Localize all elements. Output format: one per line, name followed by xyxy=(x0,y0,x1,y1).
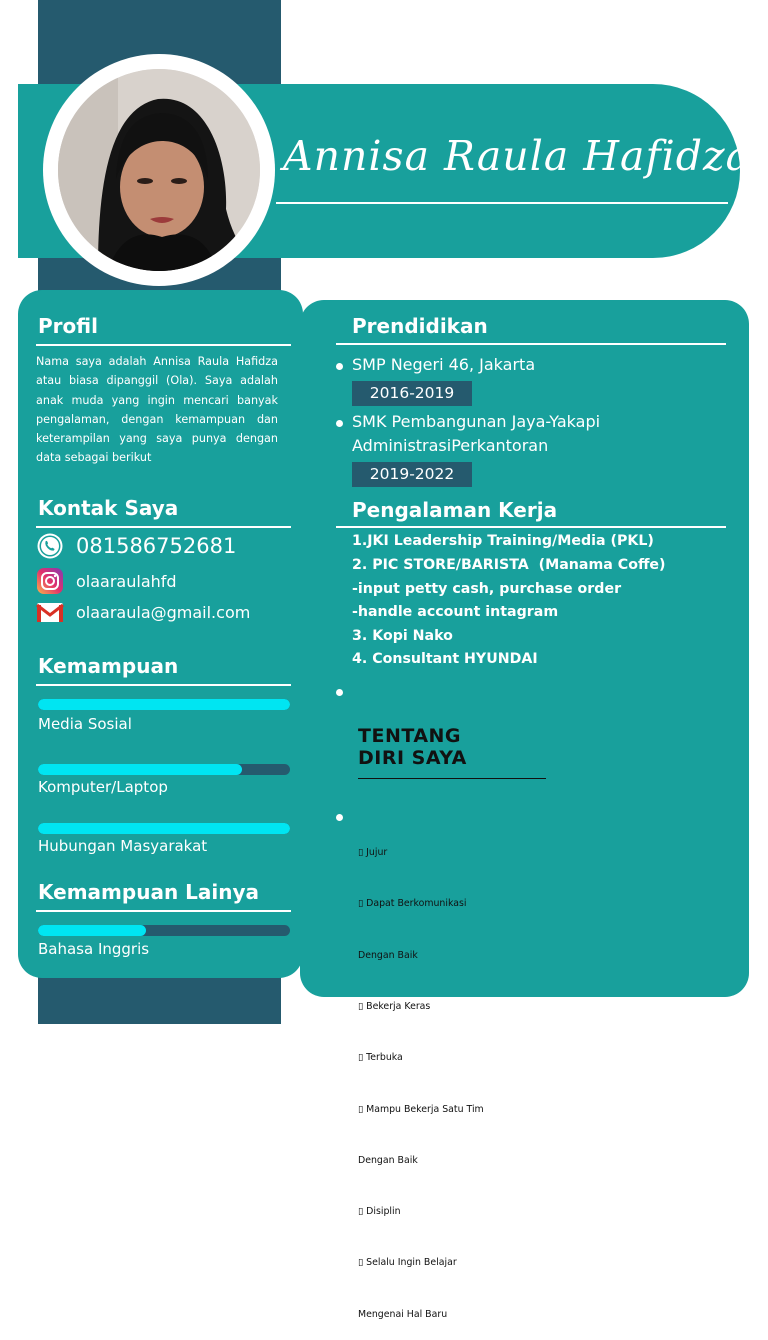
skill-bar-komputer xyxy=(38,764,290,775)
bullet-dot xyxy=(336,363,343,370)
experience-line-1: 1.JKI Leadership Training/Media (PKL) xyxy=(352,533,654,549)
profile-photo xyxy=(58,69,260,271)
profile-heading: Profil xyxy=(38,314,98,338)
trait-item: ▯ Terbuka xyxy=(358,1052,403,1064)
trait-item: ▯ Selalu Ingin Belajar xyxy=(358,1257,457,1269)
skill-bar-fill xyxy=(38,764,242,775)
about-title-line-1: TENTANG xyxy=(358,725,462,747)
skill-bar-fill xyxy=(38,699,290,710)
skill-label-media-sosial: Media Sosial xyxy=(38,715,132,733)
trait-item: Dengan Baik xyxy=(358,949,418,961)
education-major-2: AdministrasiPerkantoran xyxy=(352,436,549,455)
instagram-handle[interactable]: olaaraulahfd xyxy=(76,571,177,591)
experience-line-3: -input petty cash, purchase order xyxy=(352,581,622,597)
instagram-icon xyxy=(36,567,64,595)
skills-rule xyxy=(36,684,291,686)
skill-label-hubungan-masyarakat: Hubungan Masyarakat xyxy=(38,837,208,855)
traits-list xyxy=(358,810,484,1340)
skill-bar-media-sosial xyxy=(38,699,290,710)
gmail-icon xyxy=(36,598,64,626)
email-address[interactable]: olaaraula@gmail.com xyxy=(76,602,251,622)
phone-number[interactable]: 081586752681 xyxy=(76,534,237,558)
trait-item: ▯ Bekerja Keras xyxy=(358,1001,431,1013)
experience-rule xyxy=(336,526,726,528)
trait-item: Mengenai Hal Baru xyxy=(358,1308,448,1320)
about-title xyxy=(358,725,467,769)
skill-bar-fill xyxy=(38,925,146,936)
whatsapp-icon xyxy=(36,532,64,560)
bullet-dot xyxy=(336,814,343,821)
other-skills-heading: Kemampuan Lainya xyxy=(38,880,260,904)
bullet-dot xyxy=(336,420,343,427)
trait-item: ▯ Dapat Berkomunikasi xyxy=(358,898,467,910)
skill-bar-bahasa-inggris xyxy=(38,925,290,936)
trait-item: Dengan Baik xyxy=(358,1154,418,1166)
contact-instagram-row xyxy=(36,567,177,595)
about-title-line-2: DIRI SAYA xyxy=(358,747,467,769)
education-heading: Prendidikan xyxy=(352,314,488,338)
skill-bar-hubungan-masyarakat xyxy=(38,823,290,834)
skill-bar-fill xyxy=(38,823,290,834)
education-years-2: 2019-2022 xyxy=(352,462,472,487)
experience-line-6: 4. Consultant HYUNDAI xyxy=(352,651,538,667)
experience-line-5: 3. Kopi Nako xyxy=(352,628,453,644)
education-years-1: 2016-2019 xyxy=(352,381,472,406)
education-school-1: SMP Negeri 46, Jakarta xyxy=(352,355,536,374)
profile-rule xyxy=(36,344,291,346)
trait-item: ▯ Mampu Bekerja Satu Tim xyxy=(358,1103,484,1115)
bullet-dot xyxy=(336,689,343,696)
skill-label-bahasa-inggris: Bahasa Inggris xyxy=(38,940,150,958)
experience-line-2: 2. PIC STORE/BARISTA (Manama Coffe) xyxy=(352,557,666,573)
experience-heading: Pengalaman Kerja xyxy=(352,498,558,522)
profile-text: Nama saya adalah Annisa Raula Hafidza atau biasa dipanggil (Ola). Saya adalah anak muda yang ingin mencari banyak pengalaman, dengan kemampuan dan keterampilan yang saya punya dengan data sebagai berikut xyxy=(36,355,278,465)
candidate-name: Annisa Raula Hafidza xyxy=(283,132,752,180)
contact-heading: Kontak Saya xyxy=(38,496,179,520)
experience-line-4: -handle account intagram xyxy=(352,604,559,620)
trait-item: ▯ Jujur xyxy=(358,847,388,859)
education-school-2: SMK Pembangunan Jaya-Yakapi xyxy=(352,412,601,431)
education-rule xyxy=(336,343,726,345)
skills-heading: Kemampuan xyxy=(38,654,179,678)
contact-phone-row xyxy=(36,532,236,560)
contact-rule xyxy=(36,526,291,528)
name-underline xyxy=(276,202,728,204)
skill-label-komputer: Komputer/Laptop xyxy=(38,778,168,796)
trait-item: ▯ Disiplin xyxy=(358,1206,401,1218)
contact-email-row xyxy=(36,598,250,626)
other-skills-rule xyxy=(36,910,291,912)
about-underline xyxy=(358,778,546,779)
